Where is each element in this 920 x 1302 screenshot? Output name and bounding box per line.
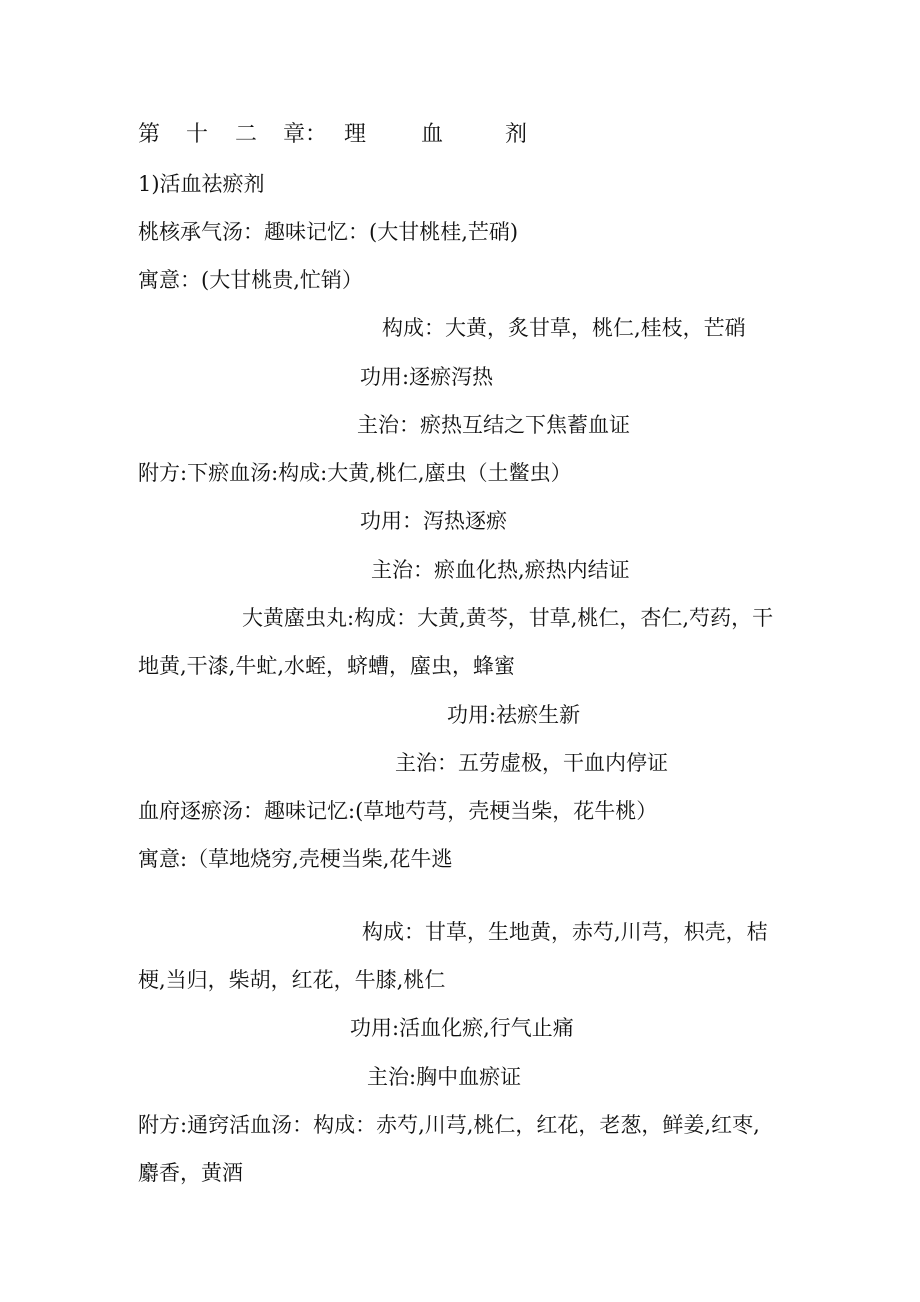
section-heading: 1)活血祛瘀剂: [138, 172, 265, 196]
function-line: 功用：泻热逐瘀: [360, 509, 507, 533]
indication-line: 主治:胸中血瘀证: [367, 1065, 522, 1089]
indication-line: 主治：五劳虚极，干血内停证: [395, 751, 668, 775]
indication-line: 主治：瘀热互结之下焦蓄血证: [357, 413, 630, 437]
mnemonic-meaning-line: 寓意:（草地烧穷,壳梗当柴,花牛逃: [138, 847, 453, 871]
title-char: 理: [344, 122, 367, 147]
composition-continuation-line: 梗,当归，柴胡，红花，牛膝,桃仁: [138, 968, 446, 992]
formula-name-line: 桃核承气汤：趣味记忆：(大甘桃桂,芒硝): [138, 220, 519, 244]
title-char: 章：: [283, 122, 328, 147]
appended-formula-line: 附方:下瘀血汤:构成:大黄,桃仁,䗪虫（土鳖虫）: [138, 461, 572, 485]
indication-line: 主治：瘀血化热,瘀热内结证: [371, 558, 630, 582]
composition-continuation-line: 地黄,干漆,牛虻,水蛭，蛴螬，䗪虫，蜂蜜: [138, 654, 516, 678]
mnemonic-meaning-line: 寓意：(大甘桃贵,忙销）: [138, 268, 363, 292]
function-line: 功用:逐瘀泻热: [360, 365, 494, 389]
composition-line: 构成：大黄，炙甘草，桃仁,桂枝，芒硝: [382, 316, 746, 340]
title-char: 十: [186, 122, 209, 147]
title-char: 血: [421, 122, 444, 147]
appended-formula-line: 附方:通窍活血汤：构成：赤芍,川芎,桃仁，红花，老葱，鲜姜,红枣,: [138, 1113, 760, 1137]
composition-continuation-line: 麝香，黄酒: [138, 1161, 243, 1185]
formula-composition-line: 大黄䗪虫丸:构成：大黄,黄芩，甘草,桃仁，杏仁,芍药，干: [242, 606, 774, 630]
function-line: 功用:活血化瘀,行气止痛: [350, 1016, 574, 1040]
function-line: 功用:祛瘀生新: [447, 703, 581, 727]
composition-line: 构成：甘草，生地黄，赤芍,川芎，枳壳，桔: [362, 920, 768, 944]
formula-name-line: 血府逐瘀汤：趣味记忆:(草地芍芎，壳梗当柴，花牛桃）: [138, 799, 658, 823]
title-char: 第: [138, 122, 161, 147]
title-char: 剂: [505, 122, 528, 147]
title-char: 二: [235, 122, 258, 147]
